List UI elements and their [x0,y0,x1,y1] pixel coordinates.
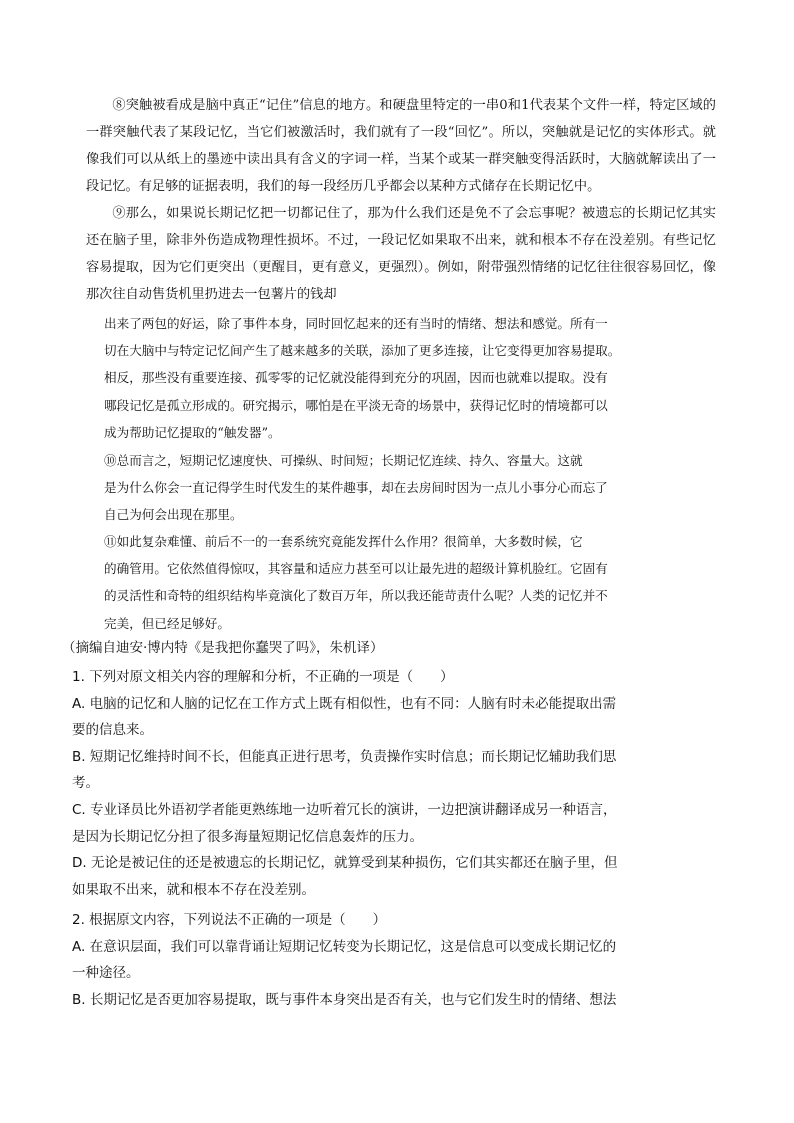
text-line: 的确管用。它依然值得惊叹，其容量和适应力甚至可以让最先进的超级计算机脸红。它固有 [104,561,608,577]
question-stem: 2. 根据原文内容，下列说法不正确的一项是（ ） [72,912,387,928]
option-a: A. 在意识层面，我们可以靠背诵让短期记忆转变为长期记忆，这是信息可以变成长期记忆的 [72,938,617,955]
option-b: B. 长期记忆是否更加容易提取，既与事件本身突出是否有关，也与它们发生时的情绪、想法 [72,991,617,1008]
text-line: 成为帮助记忆提取的“触发器”。 [104,424,281,440]
paragraph-11 [104,528,674,637]
option-d-cont: 如果取不出来，就和根本不存在没差别。 [72,881,315,898]
text-line: 是为什么你会一直记得学生时代发生的某件趣事，却在去房间时因为一点儿小事分心而忘了 [104,480,608,496]
text-line: 切在大脑中与特定记忆间产生了越来越多的关联，添加了更多连接，让它变得更加容易提取。 [104,343,621,359]
option-a: A. 电脑的记忆和人脑的记忆在工作方式上既有相似性，也有不同：人脑有时未必能提取出需 [72,695,617,712]
option-c: C. 专业译员比外语初学者能更熟练地一边听着冗长的演讲，一边把演讲翻译成另一种语言， [72,801,617,818]
paragraph-8: ⑧突触被看成是脑中真正“记住”信息的地方。和硬盘里特定的一串0和1代表某个文件一样，特定区域的一群突触代表了某段记忆，当它们被激活时，我们就有了一段“回忆”。所以，突触就是记忆的实体形式。就像我们可以从纸上的墨迹中读出具有含义的字词一样，当某个或某一群突触变得活跃时，大脑就解读出了一段记忆。有足够的证据表明，我们的每一段经历几乎都会以某种方式储存在长期记忆中。 [86,98,716,194]
text-line: 出来了两包的好运，除了事件本身，同时回忆起来的还有当时的情绪、想法和感觉。所有一 [104,316,608,331]
question-stem: 1. 下列对原文相关内容的理解和分析，不正确的一项是（ ） [72,669,454,685]
question-2 [72,907,712,1013]
text-line: 相反，那些没有重要连接、孤零零的记忆就没能得到充分的巩固，因而也就难以提取。没有 [104,370,608,386]
text-line: ⑩总而言之，短期记忆速度快、可操纵、时间短；长期记忆连续、持久、容量大。这就 [104,453,583,468]
source-citation: （摘编自迪安·博内特《是我把你蠢哭了吗》，朱机译） [62,640,384,656]
option-c-cont: 是因为长期记忆分担了很多海量短期记忆信息轰炸的压力。 [72,828,423,845]
text-line: 哪段记忆是孤立形成的。研究揭示，哪怕是在平淡无奇的场景中，获得记忆时的情境都可以 [104,397,608,413]
option-a-cont: 一种途径。 [72,965,140,982]
text-line: 的灵活性和奇特的组织结构毕竟演化了数百万年，所以我还能苛责什么呢？人类的记忆并不 [104,588,608,604]
question-1 [72,664,712,903]
option-d: D. 无论是被记住的还是被遗忘的长期记忆，就算受到某种损伤，它们其实都还在脑子里，但 [72,855,618,872]
option-b: B. 短期记忆维持时间不长，但能真正进行思考，负责操作实时信息；而长期记忆辅助我们思 [72,748,617,765]
text-line: 自己为何会出现在那里。 [104,507,243,523]
paragraph-9: ⑨那么，如果说长期记忆把一切都记住了，那为什么我们还是免不了会忘事呢？被遗忘的长期记忆其实还在脑子里，除非外伤造成物理性损坏。不过，一段记忆如果取不出来，就和根本不存在没差别。有些记忆容易提取，因为它们更突出（更醒目，更有意义，更强烈）。例如，附带强烈情绪的记忆往往很容易回忆，像那次往自动售货机里扔进去一包薯片的钱却 [86,206,716,302]
text-line: ⑪如此复杂难懂、前后不一的一套系统究竟能发挥什么作用？很简单，大多数时候，它 [104,534,583,549]
paragraph-10 [104,447,674,529]
option-a-cont: 要的信息来。 [72,722,153,739]
option-b-cont: 考。 [72,775,99,792]
paragraph-9-continued [104,310,674,446]
text-line: 完美，但已经足够好。 [104,615,230,631]
